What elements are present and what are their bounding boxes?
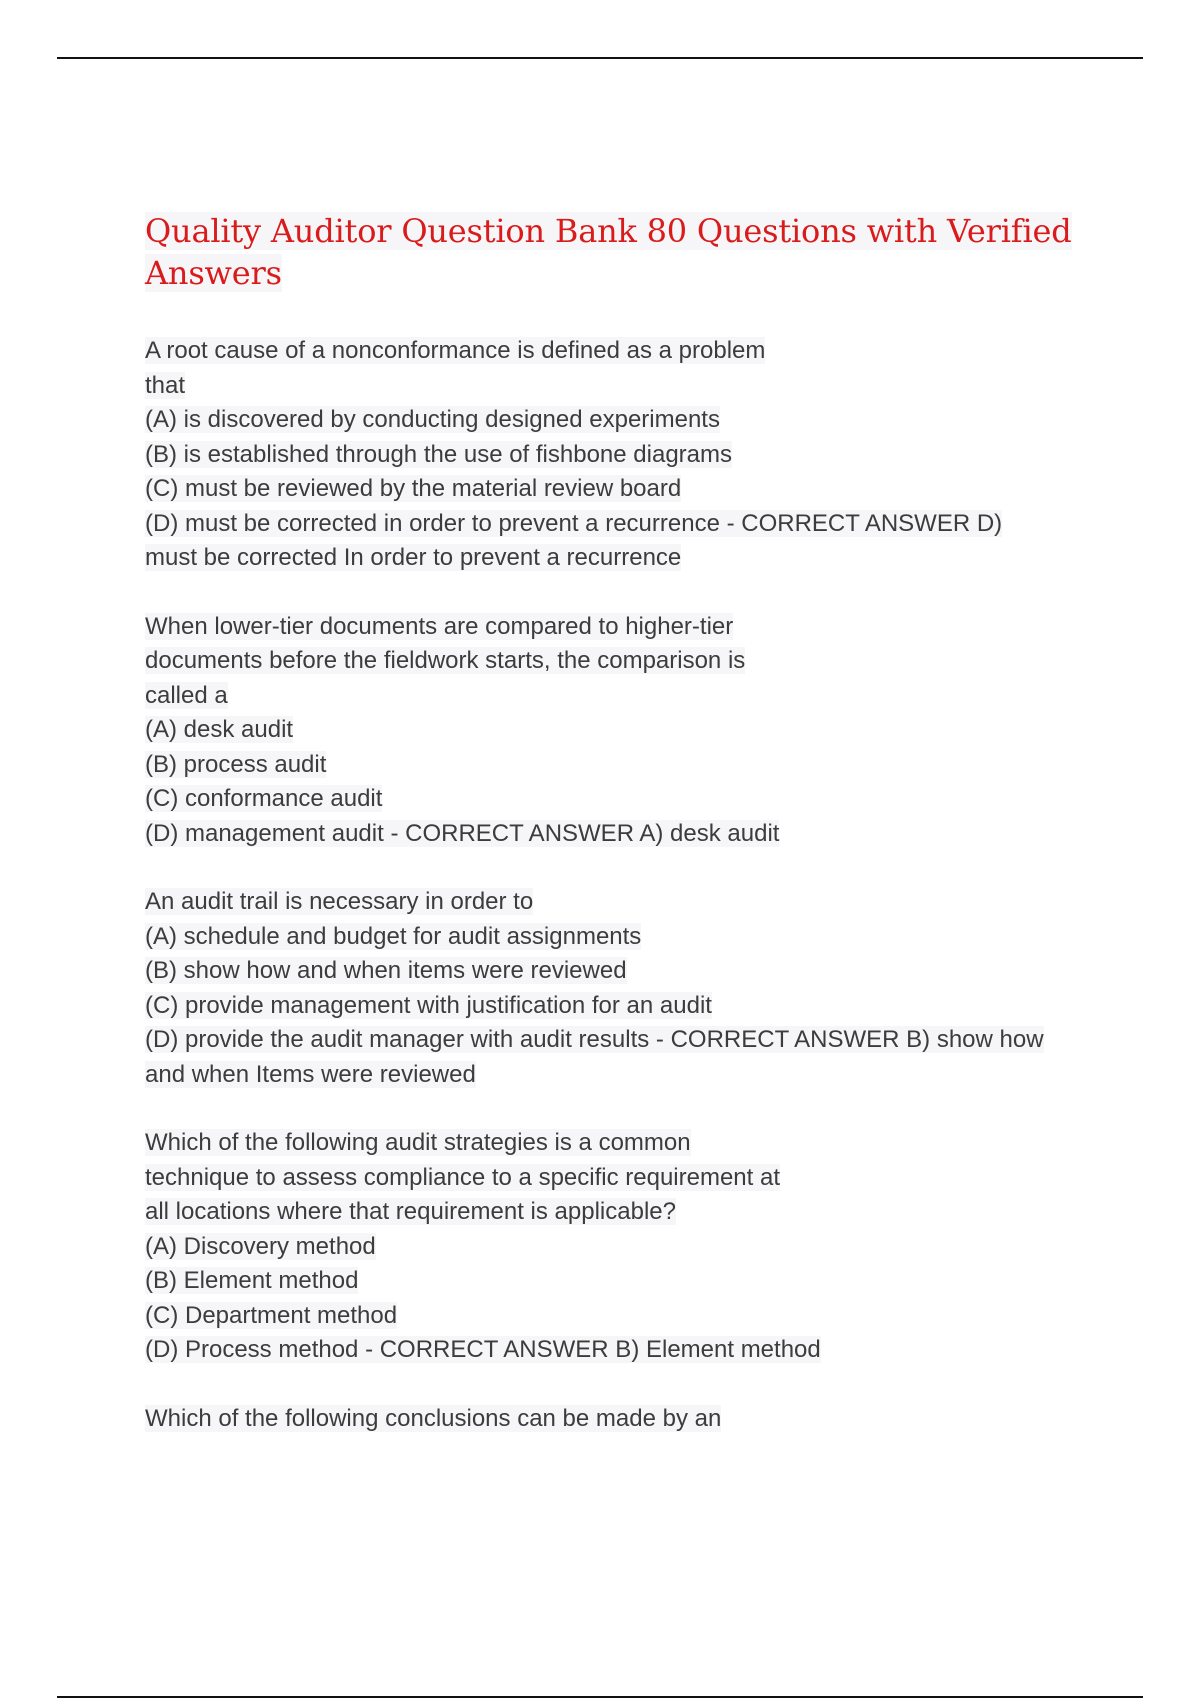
- question-line: technique to assess compliance to a specific requirement at: [145, 1163, 781, 1191]
- question-block: [145, 1126, 1105, 1368]
- question-line: A root cause of a nonconformance is defined as a problem: [145, 337, 766, 364]
- question-line: An audit trail is necessary in order to: [145, 888, 534, 915]
- answer-line: (D) must be corrected in order to prevent a recurrence - CORRECT ANSWER D): [145, 509, 1003, 537]
- answer-line: (D) management audit - CORRECT ANSWER A) desk audit: [145, 819, 780, 847]
- option-line: (C) Department method: [145, 1301, 398, 1329]
- question-line: Which of the following audit strategies is a common: [145, 1129, 691, 1156]
- question-line: that: [145, 371, 186, 399]
- document-title: [145, 210, 1105, 294]
- option-line: (A) desk audit: [145, 716, 294, 743]
- document-body: [145, 210, 1105, 1470]
- option-line: (C) provide management with justification for an audit: [145, 991, 712, 1019]
- option-line: (B) is established through the use of fishbone diagrams: [145, 440, 733, 468]
- answer-line: must be corrected In order to prevent a recurrence: [145, 544, 682, 571]
- answer-line: and when Items were reviewed: [145, 1060, 476, 1088]
- option-line: (B) Element method: [145, 1267, 359, 1294]
- question-block: [145, 885, 1105, 1092]
- question-line: all locations where that requirement is applicable?: [145, 1198, 676, 1225]
- top-rule: [57, 57, 1143, 59]
- bottom-rule: [57, 1696, 1143, 1698]
- option-line: (A) schedule and budget for audit assignments: [145, 922, 642, 950]
- question-line: When lower-tier documents are compared to higher-tier: [145, 612, 734, 640]
- question-block: [145, 334, 1105, 576]
- question-line: Which of the following conclusions can be made by an: [145, 1404, 722, 1432]
- title-line: Quality Auditor Question Bank 80 Questions with Verified: [145, 212, 1072, 250]
- option-line: (A) Discovery method: [145, 1232, 376, 1260]
- question-line: documents before the fieldwork starts, the comparison is: [145, 647, 746, 674]
- option-line: (B) process audit: [145, 750, 327, 778]
- option-line: (A) is discovered by conducting designed experiments: [145, 406, 720, 433]
- title-line: Answers: [145, 254, 282, 292]
- question-line: called a: [145, 681, 228, 709]
- answer-line: (D) Process method - CORRECT ANSWER B) Element method: [145, 1336, 821, 1363]
- option-line: (C) conformance audit: [145, 785, 383, 812]
- option-line: (C) must be reviewed by the material review board: [145, 475, 682, 502]
- option-line: (B) show how and when items were reviewed: [145, 957, 627, 984]
- answer-line: (D) provide the audit manager with audit results - CORRECT ANSWER B) show how: [145, 1026, 1044, 1053]
- question-block: [145, 1402, 1105, 1437]
- question-block: [145, 610, 1105, 852]
